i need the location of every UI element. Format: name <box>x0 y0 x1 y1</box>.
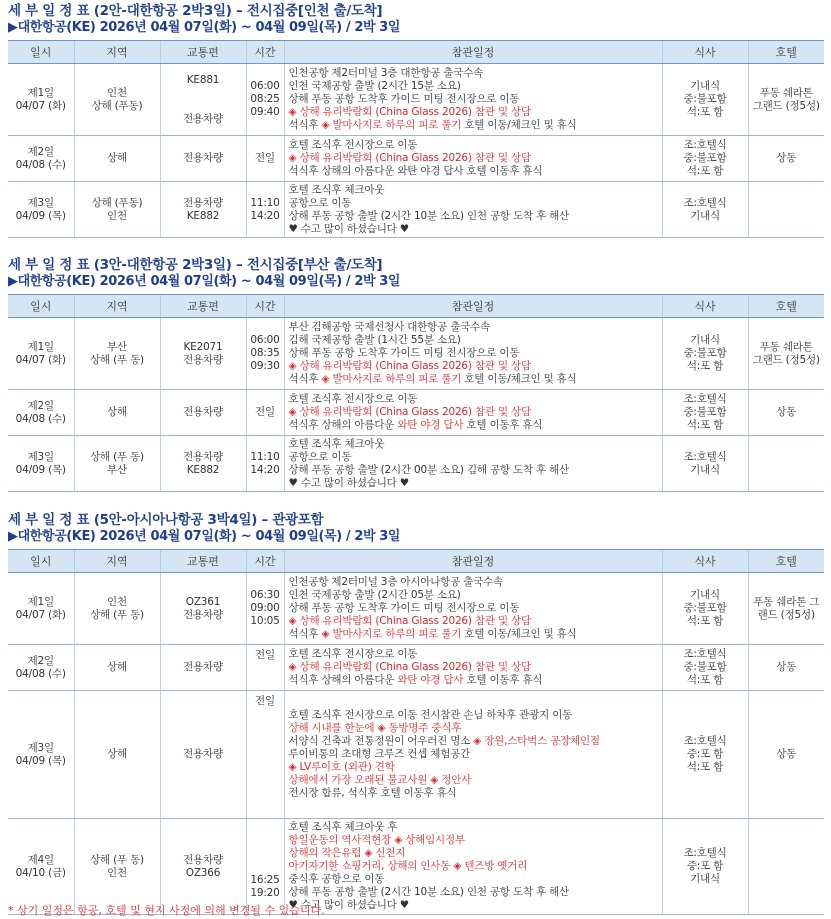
column-header: 호텔 <box>748 295 824 318</box>
table-row <box>8 390 824 436</box>
schedule-line: 석식후 상해의 아름다운 와탄 야경 답사 호텔 이동후 휴식 <box>288 419 543 431</box>
region-cell: 상해 (푸동) 인천 <box>74 182 160 238</box>
time-cell: 16:25 19:20 <box>246 819 284 915</box>
itinerary-table <box>8 40 824 238</box>
day-cell <box>8 819 74 915</box>
section-title: 세 부 일 정 표 (5안-아시아나항공 3박4일) – 관광포함 <box>8 512 324 528</box>
schedule-line: 상해의 작은유럽 ◈ 신천지 <box>288 847 406 859</box>
region-cell: 인천 상해 (푸동) <box>74 64 160 136</box>
schedule-line: 상해 시내를 한눈에 ◈ 동방명주 중식후 <box>288 722 462 734</box>
schedule-cell <box>284 136 662 182</box>
date-label: 04/10 (금) <box>15 866 66 879</box>
time-cell: 전일 <box>246 645 284 691</box>
schedule-line: 호텔 조식후 체크아웃 후 <box>288 821 398 833</box>
day-cell <box>8 64 74 136</box>
schedule-line: 상해 푸동 공항 도착후 가이드 미팅 전시장으로 이동 <box>288 93 520 105</box>
date-label: 04/09 (목) <box>15 209 66 222</box>
date-label: 04/07 (화) <box>15 353 66 366</box>
hotel-cell <box>748 819 824 915</box>
schedule-line: 김해 국제공항 출발 (1시간 55분 소요) <box>288 334 461 346</box>
day-cell <box>8 436 74 492</box>
itinerary-table <box>8 549 824 915</box>
schedule-line: 항일운동의 역사적현장 ◈ 상해임시정부 <box>288 834 465 846</box>
schedule-line: ◈ 상해 유리박람회 (China Glass 2026) 참관 및 상담 <box>288 661 531 673</box>
hotel-cell: 푸동 쉐라톤 그랜드 (정5성) <box>748 64 824 136</box>
schedule-line: ◈ 상해 유리박람회 (China Glass 2026) 참관 및 상담 <box>288 406 531 418</box>
schedule-line: ♥ 수고 많이 하셨습니다 ♥ <box>288 476 409 489</box>
table-row <box>8 136 824 182</box>
schedule-line: ◈ 상해 유리박람회 (China Glass 2026) 참관 및 상담 <box>288 106 531 118</box>
day-cell <box>8 573 74 645</box>
column-header: 참관일정 <box>284 41 662 64</box>
column-header: 호텔 <box>748 41 824 64</box>
day-label: 제3일 <box>27 196 54 209</box>
column-header: 교통편 <box>160 550 246 573</box>
schedule-line: 상해 푸동 공항 출발 (2시간 00분 소요) 김해 공항 도착 후 해산 <box>288 463 569 476</box>
column-header: 식사 <box>662 41 748 64</box>
schedule-line: 상해 푸동 공항 출발 (2시간 10분 소요) 인천 공항 도착 후 해산 <box>288 209 569 222</box>
schedule-cell <box>284 691 662 819</box>
day-cell <box>8 136 74 182</box>
schedule-line: ◈ 상해 유리박람회 (China Glass 2026) 참관 및 상담 <box>288 615 531 627</box>
time-cell: 06:00 08:25 09:40 <box>246 64 284 136</box>
schedule-line: 호텔 조식후 체크아웃 <box>288 437 385 450</box>
hotel-cell: 푸동 쉐라톤 그 랜드 (정5성) <box>748 573 824 645</box>
column-header: 시간 <box>246 41 284 64</box>
column-header: 참관일정 <box>284 550 662 573</box>
region-cell: 상해 <box>74 645 160 691</box>
schedule-line: 호텔 조식후 전시장으로 이동 <box>288 139 418 151</box>
schedule-cell <box>284 436 662 492</box>
column-header: 일시 <box>8 295 74 318</box>
day-label: 제4일 <box>27 853 54 866</box>
meal-cell: 조:호텔식 중:불포함 석:포 함 <box>662 390 748 436</box>
meal-cell: 조:호텔식 기내식 <box>662 182 748 238</box>
region-cell: 인천 상해 (푸 동) <box>74 573 160 645</box>
column-header: 참관일정 <box>284 295 662 318</box>
date-label: 04/08 (수) <box>15 158 66 171</box>
day-cell <box>8 182 74 238</box>
day-cell <box>8 645 74 691</box>
transport-cell: 전용차량 <box>160 136 246 182</box>
schedule-line: 전시장 합류, 석식후 호텔 이동후 휴식 <box>288 787 457 799</box>
schedule-cell <box>284 573 662 645</box>
itinerary-section-2 <box>8 3 824 238</box>
schedule-cell <box>284 64 662 136</box>
region-cell: 상해 <box>74 390 160 436</box>
region-cell: 부산 상해 (푸 동) <box>74 318 160 390</box>
region-cell: 상해 <box>74 691 160 819</box>
time-cell: 11:10 14:20 <box>246 182 284 238</box>
table-header-row <box>8 550 824 573</box>
schedule-line: 아기자기한 쇼핑거리, 상해의 인사동 ◈ 텐즈방 옛거리 <box>288 860 528 872</box>
column-header: 지역 <box>74 295 160 318</box>
table-row <box>8 64 824 136</box>
region-cell: 상해 (푸 동) 부산 <box>74 436 160 492</box>
schedule-line: 상해 푸동 공항 도착후 가이드 미팅 전시장으로 이동 <box>288 602 520 614</box>
schedule-line: 중식후 공항으로 이동 <box>288 873 385 885</box>
date-label: 04/08 (수) <box>15 412 66 425</box>
transport-cell: 전용차량 OZ366 <box>160 819 246 915</box>
day-cell <box>8 390 74 436</box>
time-cell: 전일 <box>246 390 284 436</box>
day-cell <box>8 691 74 819</box>
schedule-line: 상해 푸동 공항 출발 (2시간 10분 소요) 인천 공항 도착 후 해산 <box>288 886 569 898</box>
column-header: 시간 <box>246 295 284 318</box>
schedule-cell <box>284 390 662 436</box>
schedule-line: ♥ 수고 많이 하셨습니다 ♥ <box>288 222 409 235</box>
time-cell: 06:30 09:00 10:05 <box>246 573 284 645</box>
time-cell: 06:00 08:35 09:30 <box>246 318 284 390</box>
schedule-line: ◈ LV루이호 (외관) 견학 <box>288 761 395 773</box>
section-title: 세 부 일 정 표 (3안-대한항공 2박3일) – 전시집중[부산 출/도착] <box>8 257 383 273</box>
day-label: 제1일 <box>27 86 54 99</box>
transport-cell: 전용차량 <box>160 645 246 691</box>
schedule-line: 서양식 건축과 전통정원이 어우러진 명소 ◈ 장원,스타벅스 공장체인점 <box>288 735 600 747</box>
table-row <box>8 573 824 645</box>
meal-cell: 조:호텔식 중:불포함 석:포 함 <box>662 645 748 691</box>
section-subtitle: ▶대한항공(KE) 2026년 04월 07일(화) ~ 04월 09일(목) / 2박 3일 <box>8 529 401 544</box>
schedule-cell <box>284 819 662 915</box>
schedule-line: 인천공항 제2터미널 3층 대한항공 출국수속 <box>288 67 484 79</box>
hotel-cell <box>748 182 824 238</box>
column-header: 교통편 <box>160 41 246 64</box>
column-header: 시간 <box>246 550 284 573</box>
schedule-cell <box>284 182 662 238</box>
schedule-line: 호텔 조식후 전시장으로 이동 전시참관 손님 하차후 관광지 이동 <box>288 709 573 721</box>
schedule-line: 상해에서 가장 오래된 불교사원 ◈ 정안사 <box>288 774 472 786</box>
schedule-line: 인천 국제공항 출발 (2시간 05분 소요) <box>288 589 461 601</box>
transport-cell: 전용차량 <box>160 390 246 436</box>
schedule-cell <box>284 318 662 390</box>
schedule-line: 부산 김해공항 국제선청사 대한항공 출국수속 <box>288 321 490 333</box>
column-header: 식사 <box>662 295 748 318</box>
schedule-line: 루이비통의 초대형 크루즈 컨셉 체험공간 <box>288 748 471 760</box>
meal-cell: 기내식 중:불포함 석:포 함 <box>662 318 748 390</box>
schedule-line: 호텔 조식후 전시장으로 이동 <box>288 393 418 405</box>
table-row <box>8 182 824 238</box>
schedule-line: 인천 국제공항 출발 (2시간 15분 소요) <box>288 80 461 92</box>
schedule-line: 상해 푸동 공항 도착후 가이드 미팅 전시장으로 이동 <box>288 347 520 359</box>
transport-cell: 전용차량 KE882 <box>160 182 246 238</box>
schedule-line: 석식후 ◈ 발마사지로 하루의 피로 풀기 호텔 이동/체크인 및 휴식 <box>288 119 577 131</box>
table-header-row <box>8 41 824 64</box>
meal-cell: 기내식 중:불포함 석:포 함 <box>662 64 748 136</box>
schedule-line: ◈ 상해 유리박람회 (China Glass 2026) 참관 및 상담 <box>288 360 531 372</box>
column-header: 지역 <box>74 550 160 573</box>
column-header: 지역 <box>74 41 160 64</box>
date-label: 04/09 (목) <box>15 463 66 476</box>
schedule-line: 석식후 상해의 아름다운 와탄 야경 답사 호텔 이동후 휴식 <box>288 165 543 177</box>
day-label: 제1일 <box>27 340 54 353</box>
date-label: 04/09 (목) <box>15 754 66 767</box>
day-label: 제2일 <box>27 145 54 158</box>
day-cell <box>8 318 74 390</box>
day-label: 제3일 <box>27 450 54 463</box>
section-title: 세 부 일 정 표 (2안-대한항공 2박3일) – 전시집중[인천 출/도착] <box>8 3 383 19</box>
schedule-line: 석식후 상해의 아름다운 와탄 야경 답사 호텔 이동후 휴식 <box>288 674 543 686</box>
table-row <box>8 691 824 819</box>
hotel-cell: 상동 <box>748 390 824 436</box>
schedule-line: ♥ 수고 많이 하셨습니다 ♥ <box>288 899 409 911</box>
meal-cell: 기내식 중:불포함 석:포 함 <box>662 573 748 645</box>
hotel-cell: 상동 <box>748 645 824 691</box>
table-row <box>8 318 824 390</box>
transport-cell: OZ361 전용차량 <box>160 573 246 645</box>
schedule-line: 호텔 조식후 전시장으로 이동 <box>288 648 418 660</box>
meal-cell: 조:호텔식 중:불포함 석:포 함 <box>662 136 748 182</box>
column-header: 일시 <box>8 550 74 573</box>
column-header: 식사 <box>662 550 748 573</box>
hotel-cell: 푸동 쉐라톤 그랜드 (정5성) <box>748 318 824 390</box>
schedule-line: 석식후 ◈ 발마사지로 하루의 피로 풀기 호텔 이동/체크인 및 휴식 <box>288 628 577 640</box>
date-label: 04/07 (화) <box>15 99 66 112</box>
date-label: 04/07 (화) <box>15 608 66 621</box>
hotel-cell: 상동 <box>748 691 824 819</box>
schedule-line: ◈ 상해 유리박람회 (China Glass 2026) 참관 및 상담 <box>288 152 531 164</box>
table-header-row <box>8 295 824 318</box>
itinerary-section-5 <box>8 512 824 915</box>
schedule-line: 인천공항 제2터미널 3층 아시아나항공 출국수속 <box>288 576 503 588</box>
table-row <box>8 645 824 691</box>
itinerary-table <box>8 294 824 492</box>
schedule-cell <box>284 645 662 691</box>
schedule-line: 석식후 ◈ 발마사지로 하루의 피로 풀기 호텔 이동/체크인 및 휴식 <box>288 373 577 385</box>
transport-cell: KE881 전용차량 <box>160 64 246 136</box>
schedule-line: 공항으로 이동 <box>288 450 352 463</box>
hotel-cell: 상동 <box>748 136 824 182</box>
transport-cell: 전용차량 KE882 <box>160 436 246 492</box>
day-label: 제2일 <box>27 399 54 412</box>
transport-cell: KE2071 전용차량 <box>160 318 246 390</box>
region-cell: 상해 (푸 동) 인천 <box>74 819 160 915</box>
table-row <box>8 819 824 915</box>
column-header: 교통편 <box>160 295 246 318</box>
meal-cell: 조:호텔식 중:포 함 기내식 <box>662 819 748 915</box>
day-label: 제1일 <box>27 595 54 608</box>
hotel-cell <box>748 436 824 492</box>
table-row <box>8 436 824 492</box>
time-cell: 전일 <box>246 136 284 182</box>
meal-cell: 조:호텔식 중:포 함 석:포 함 <box>662 691 748 819</box>
section-subtitle: ▶대한항공(KE) 2026년 04월 07일(화) ~ 04월 09일(목) / 2박 3일 <box>8 20 401 35</box>
date-label: 04/08 (수) <box>15 667 66 680</box>
day-label: 제3일 <box>27 741 54 754</box>
itinerary-section-3 <box>8 257 824 492</box>
region-cell: 상해 <box>74 136 160 182</box>
meal-cell: 조:호텔식 기내식 <box>662 436 748 492</box>
column-header: 호텔 <box>748 550 824 573</box>
time-cell: 11:10 14:20 <box>246 436 284 492</box>
footnote: * 상기 일정은 항공, 호텔 및 현지 사정에 의해 변경될 수 있습니다. <box>8 904 325 917</box>
day-label: 제2일 <box>27 654 54 667</box>
transport-cell: 전용차량 <box>160 691 246 819</box>
schedule-line: 호텔 조식후 체크아웃 <box>288 183 385 196</box>
section-subtitle: ▶대한항공(KE) 2026년 04월 07일(화) ~ 04월 09일(목) / 2박 3일 <box>8 274 401 289</box>
time-cell: 전일 <box>246 691 284 819</box>
schedule-line: 공항으로 이동 <box>288 196 352 209</box>
column-header: 일시 <box>8 41 74 64</box>
